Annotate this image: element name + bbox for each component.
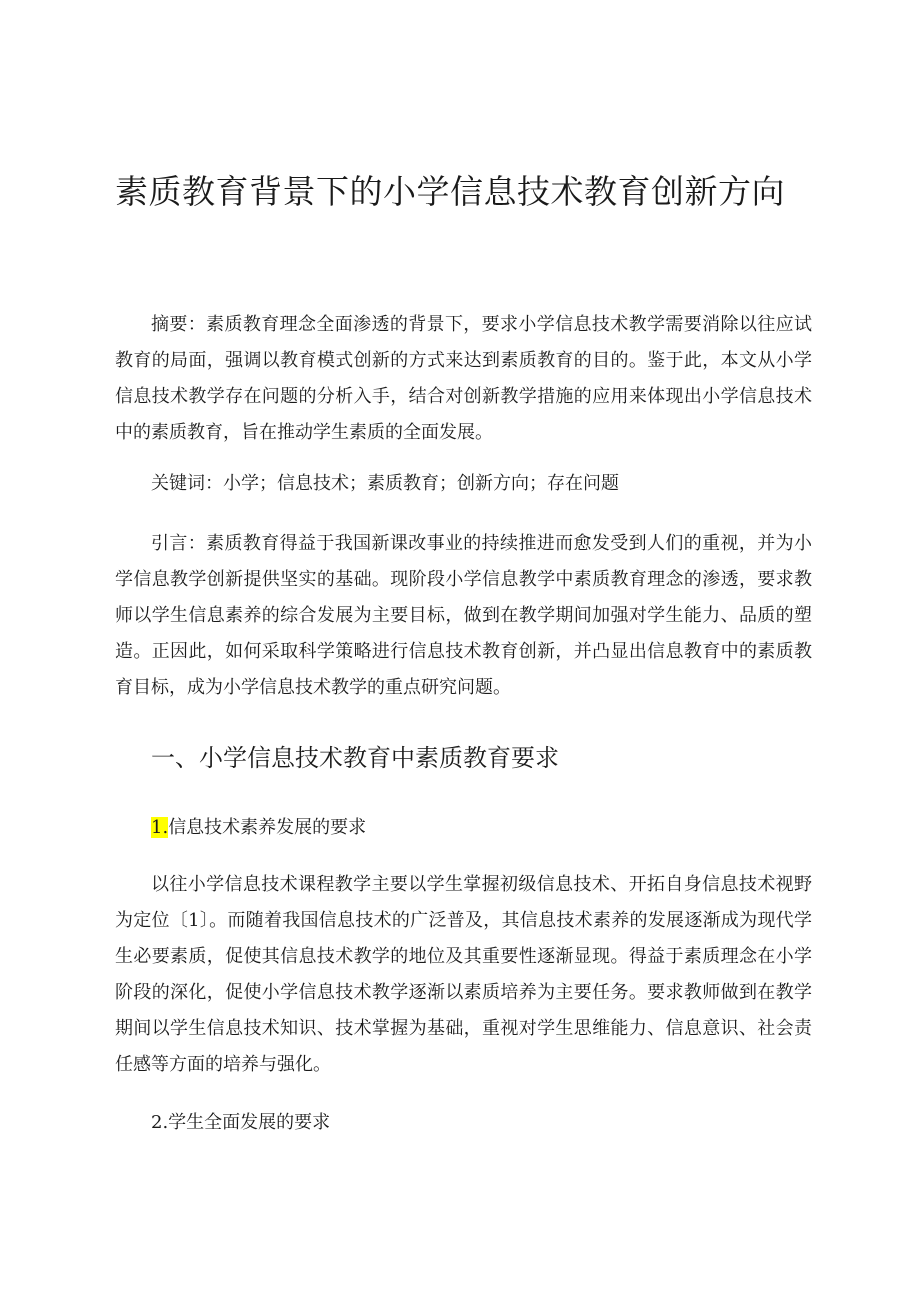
document-title: 素质教育背景下的小学信息技术教育创新方向 (115, 172, 785, 211)
section-1-1-body: 以往小学信息技术课程教学主要以学生掌握初级信息技术、开拓自身信息技术视野为定位〔1〕。而随着我国信息技术的广泛普及，其信息技术素养的发展逐渐成为现代学生必要素质，促使其信息技术教学的地位及其重要性逐渐显现。得益于素质理念在小学阶段的深化，促使小学信息技术教学逐渐以素质培养为主要任务。要求教师做到在教学期间以学生信息技术知识、技术掌握为基础，重视对学生思维能力、信息意识、社会责任感等方面的培养与强化。 (115, 874, 812, 1075)
sub-heading-1 (151, 813, 366, 843)
sub-heading-1-label: 信息技术素养发展的要求 (168, 817, 367, 838)
sub-heading-2: 2.学生全面发展的要求 (151, 1112, 331, 1133)
keywords-paragraph: 关键词：小学；信息技术；素质教育；创新方向；存在问题 (151, 473, 619, 494)
highlighted-number: 1. (151, 817, 169, 838)
introduction-paragraph: 引言：素质教育得益于我国新课改事业的持续推进而愈发受到人们的重视，并为小学信息教学创新提供坚实的基础。现阶段小学信息教学中素质教育理念的渗透，要求教师以学生信息素养的综合发展为主要目标，做到在教学期间加强对学生能力、品质的塑造。正因此，如何采取科学策略进行信息技术教育创新，并凸显出信息教育中的素质教育目标，成为小学信息技术教学的重点研究问题。 (115, 533, 812, 698)
abstract-paragraph: 摘要：素质教育理念全面渗透的背景下，要求小学信息技术教学需要消除以往应试教育的局面，强调以教育模式创新的方式来达到素质教育的目的。鉴于此，本文从小学信息技术教学存在问题的分析入手，结合对创新教学措施的应用来体现出小学信息技术中的素质教育，旨在推动学生素质的全面发展。 (115, 314, 812, 443)
section-heading-1: 一、小学信息技术教育中素质教育要求 (151, 744, 559, 772)
